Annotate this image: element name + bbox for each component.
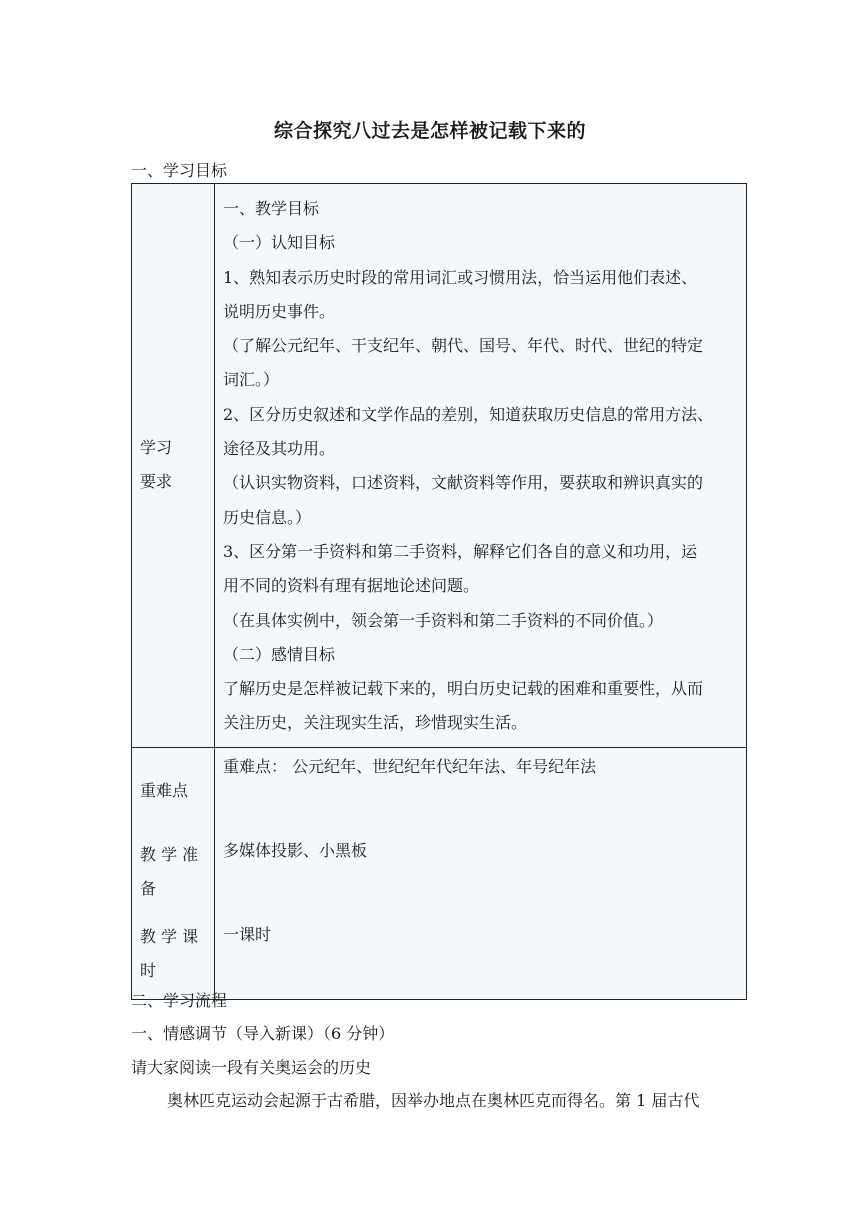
content-line: 用不同的资料有理有据地论述问题。 <box>223 576 480 596</box>
objectives-table <box>131 183 747 1000</box>
content-line: 途径及其功用。 <box>223 439 336 459</box>
key-points-text: 重难点： 公元纪年、世纪纪年代纪年法、年号纪年法 <box>223 756 597 776</box>
label-teaching-prep: 教 学 准 <box>140 844 199 864</box>
content-line: （在具体实例中，领会第一手资料和第二手资料的不同价值。） <box>223 610 664 630</box>
requirements-content <box>215 184 746 747</box>
content-line: （了解公元纪年、干支纪年、朝代、国号、年代、时代、世纪的特定 <box>223 336 704 356</box>
teaching-prep-text: 多媒体投影、小黑板 <box>223 840 368 860</box>
label-cell-prep <box>132 747 215 999</box>
content-line: 了解历史是怎样被记载下来的，明白历史记载的困难和重要性，从而 <box>223 679 704 699</box>
content-line: 关注历史，关注现实生活，珍惜现实生活。 <box>223 713 528 733</box>
label-teaching-prep-2: 备 <box>140 878 157 898</box>
requirements-content-cell <box>215 184 747 748</box>
section-heading-process: 二、学习流程 <box>131 991 228 1010</box>
content-line: 一、教学目标 <box>223 199 320 218</box>
document-title: 综合探究八过去是怎样被记载下来的 <box>273 120 586 142</box>
content-line: 1、熟知表示历史时段的常用词汇或习惯用法，恰当运用他们表述、 <box>223 267 698 287</box>
step-intro: 请大家阅读一段有关奥运会的历史 <box>131 1058 372 1077</box>
step-heading: 一、情感调节（导入新课）（6 分钟） <box>131 1024 395 1043</box>
prep-content <box>215 748 746 954</box>
body-paragraph: 奥林匹克运动会起源于古希腊，因举办地点在奥林匹克而得名。第 1 届古代 <box>167 1091 700 1110</box>
class-hours-text: 一课时 <box>223 924 272 944</box>
content-line: 说明历史事件。 <box>223 301 336 321</box>
label-cell-requirements <box>132 184 215 748</box>
content-line: 2、区分历史叙述和文学作品的差别，知道获取历史信息的常用方法、 <box>223 404 714 424</box>
content-line: 3、区分第一手资料和第二手资料，解释它们各自的意义和功用，运 <box>223 541 698 561</box>
label-stack <box>132 748 214 988</box>
content-line: 词汇。） <box>223 370 280 390</box>
section-heading-objectives: 一、学习目标 <box>131 161 228 180</box>
content-line: 历史信息。） <box>223 507 312 527</box>
prep-content-cell <box>215 747 747 999</box>
content-line: （一）认知目标 <box>223 233 336 253</box>
label-class-hours: 教 学 课 <box>140 926 199 946</box>
content-line: （认识实物资料，口述资料，文献资料等作用，要获取和辨识真实的 <box>223 473 704 493</box>
label-key-points: 重难点 <box>140 780 189 800</box>
label-requirements: 学习 要求 <box>140 438 173 492</box>
content-line: （二）感情目标 <box>223 644 336 664</box>
label-class-hours-2: 时 <box>140 960 157 980</box>
